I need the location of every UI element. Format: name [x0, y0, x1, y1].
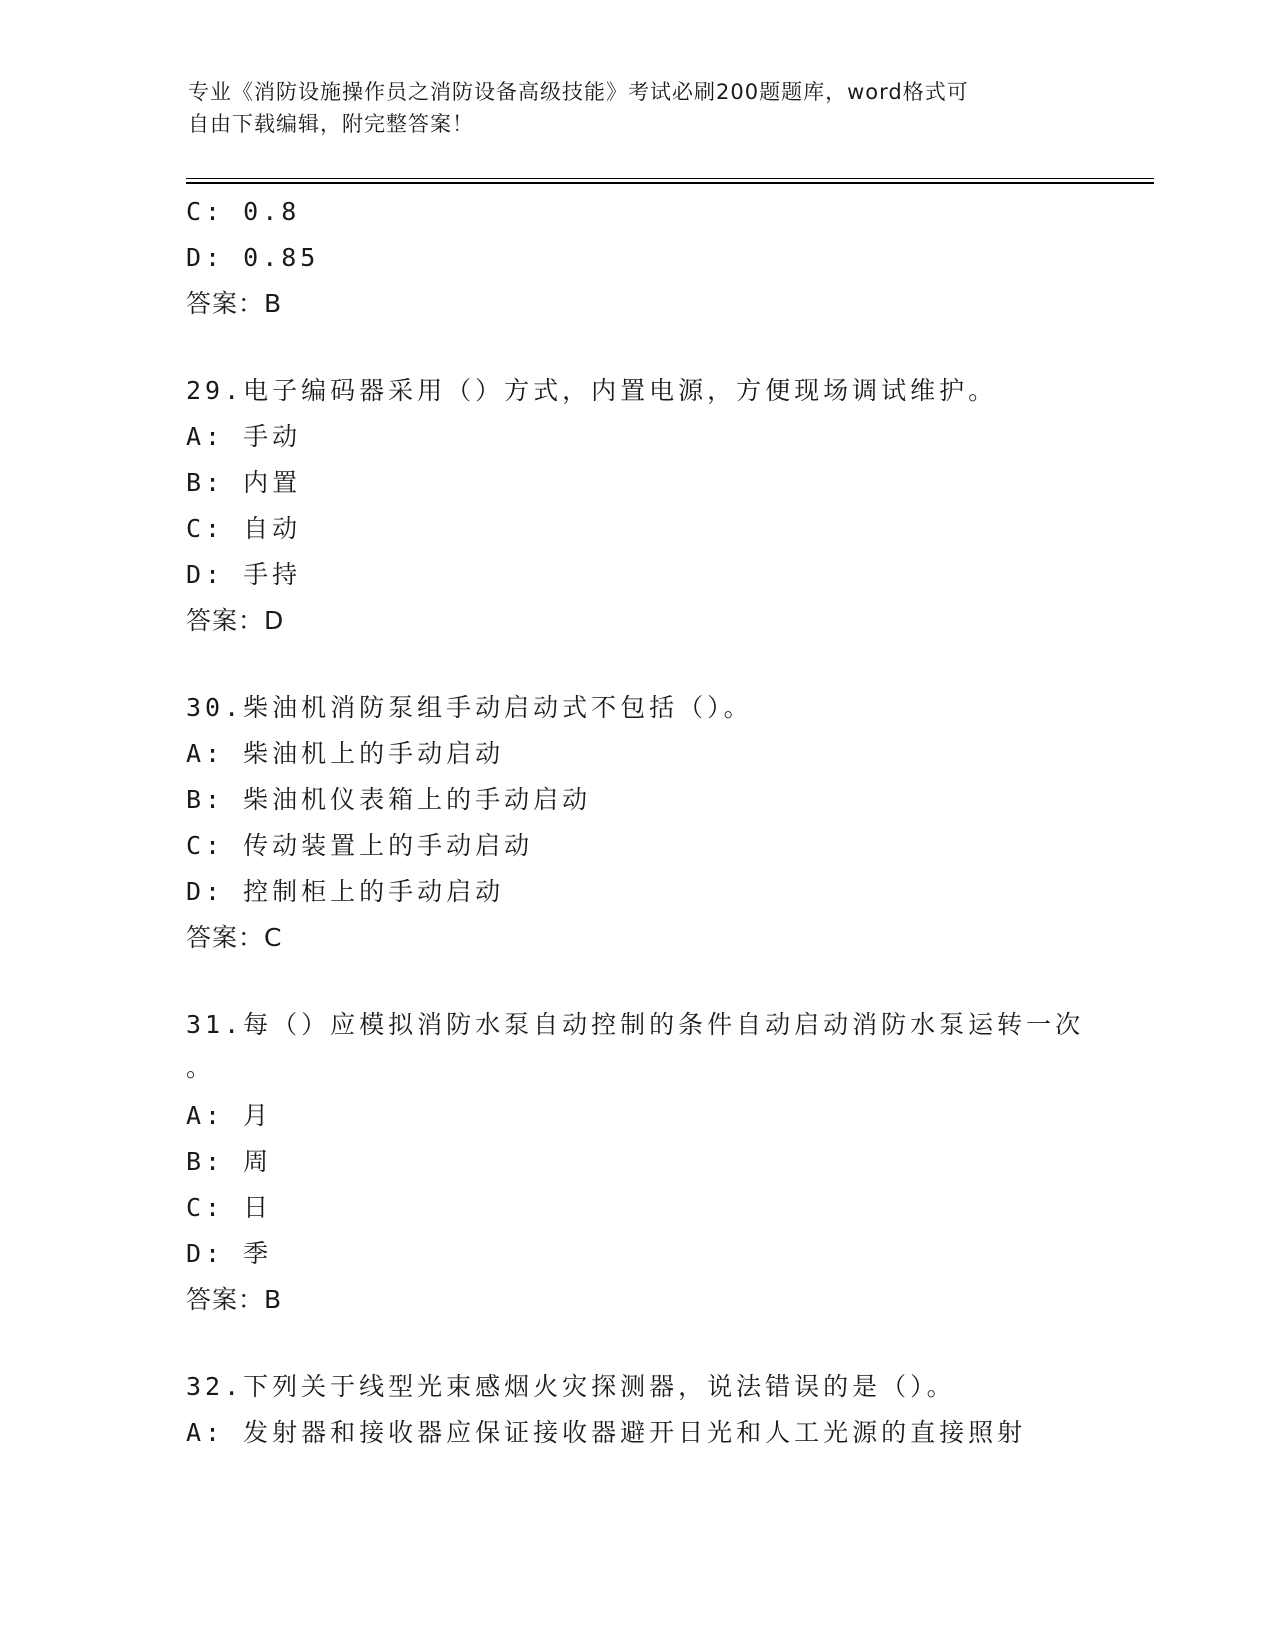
option-d: D: 手持 [186, 560, 302, 589]
question-content [186, 189, 1146, 1456]
answer-line: 答案：B [186, 289, 283, 318]
option-b: B: 周 [186, 1147, 273, 1176]
option-b: B: 内置 [186, 468, 302, 497]
header-line-2: 自由下载编辑，附完整答案！ [188, 112, 474, 136]
question-32: 32.下列关于线型光束感烟火灾探测器，说法错误的是（）。 [186, 1372, 956, 1401]
option-a: A: 月 [186, 1101, 273, 1130]
question-30: 30.柴油机消防泵组手动启动式不包括（）。 [186, 693, 753, 722]
option-a: A: 柴油机上的手动启动 [186, 739, 505, 768]
answer-line: 答案：C [186, 923, 283, 952]
option-c: C: 传动装置上的手动启动 [186, 831, 534, 860]
question-31-continuation: 。 [186, 1053, 216, 1082]
option-d: D: 0.85 [186, 243, 320, 272]
option-a: A: 手动 [186, 422, 302, 451]
option-d: D: 季 [186, 1239, 273, 1268]
header-line-1: 专业《消防设施操作员之消防设备高级技能》考试必刷200题题库，word格式可 [188, 80, 969, 104]
document-header [188, 76, 1068, 140]
option-c: C: 自动 [186, 514, 302, 543]
option-b: B: 柴油机仪表箱上的手动启动 [186, 785, 592, 814]
option-a: A: 发射器和接收器应保证接收器避开日光和人工光源的直接照射 [186, 1418, 1027, 1447]
header-rule-thick [186, 182, 1154, 184]
answer-line: 答案：D [186, 606, 285, 635]
question-29: 29.电子编码器采用（）方式，内置电源，方便现场调试维护。 [186, 376, 998, 405]
header-rule-thin [186, 178, 1154, 179]
answer-line: 答案：B [186, 1285, 283, 1314]
option-c: C: 0.8 [186, 197, 301, 226]
option-d: D: 控制柜上的手动启动 [186, 877, 505, 906]
option-c: C: 日 [186, 1193, 273, 1222]
question-31: 31.每（）应模拟消防水泵自动控制的条件自动启动消防水泵运转一次 [186, 1010, 1085, 1039]
